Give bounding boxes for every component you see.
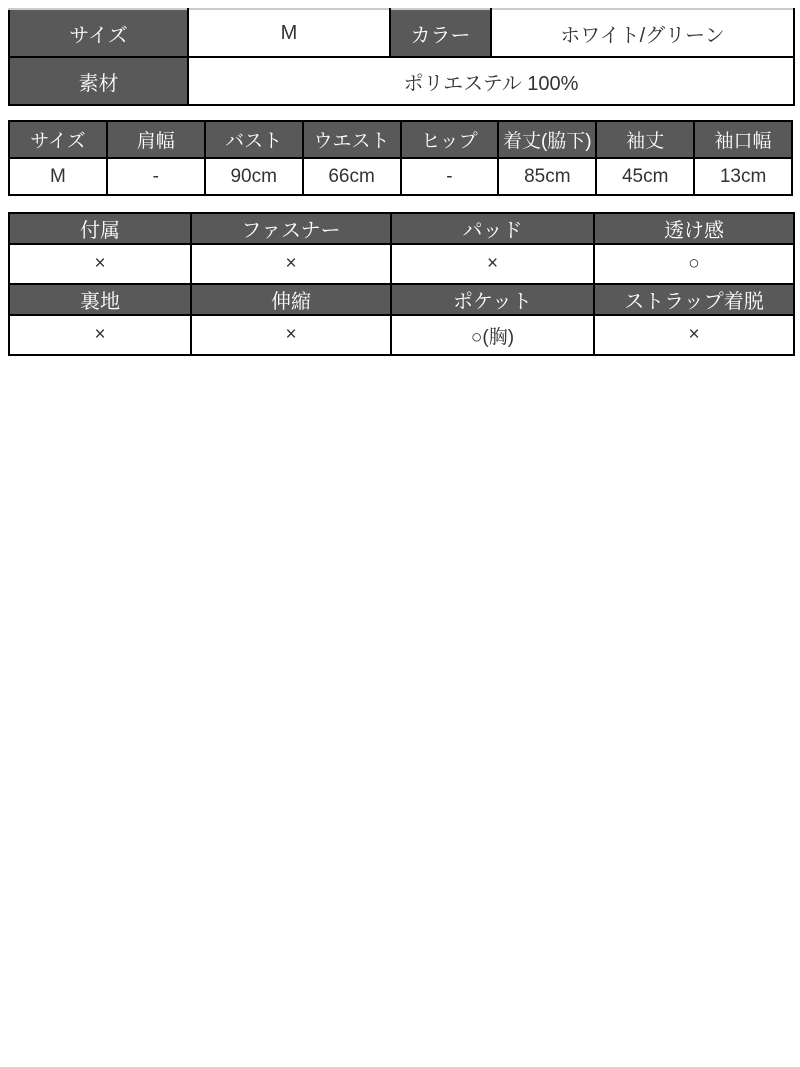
measurements-header-cell: 袖丈 <box>596 121 694 158</box>
info-row-size-color <box>9 9 794 57</box>
features-value-row-1 <box>9 244 794 284</box>
feature-label-cell: 伸縮 <box>191 284 391 315</box>
feature-value-cell: × <box>191 244 391 284</box>
info-row-material <box>9 57 794 105</box>
feature-label-cell: 付属 <box>9 213 191 244</box>
feature-value-cell: × <box>594 315 794 355</box>
measurements-header-cell: バスト <box>205 121 303 158</box>
measurements-header-cell: ウエスト <box>303 121 401 158</box>
size-value-cell: M <box>188 9 390 57</box>
feature-label-cell: 裏地 <box>9 284 191 315</box>
size-label-cell: サイズ <box>9 9 188 57</box>
measurement-value-cell: - <box>401 158 499 195</box>
measurement-value-cell: 90cm <box>205 158 303 195</box>
color-value-cell: ホワイト/グリーン <box>491 9 794 57</box>
measurements-value-row <box>9 158 792 195</box>
measurement-value-cell: M <box>9 158 107 195</box>
measurement-value-cell: 45cm <box>596 158 694 195</box>
measurements-header-cell: サイズ <box>9 121 107 158</box>
features-table <box>8 212 795 356</box>
measurements-header-cell: ヒップ <box>401 121 499 158</box>
feature-value-cell: × <box>9 315 191 355</box>
feature-label-cell: ファスナー <box>191 213 391 244</box>
measurement-value-cell: 85cm <box>498 158 596 195</box>
feature-value-cell: ○(胸) <box>391 315 594 355</box>
measurements-header-cell: 袖口幅 <box>694 121 792 158</box>
material-label-cell: 素材 <box>9 57 188 105</box>
measurement-value-cell: 13cm <box>694 158 792 195</box>
feature-value-cell: ○ <box>594 244 794 284</box>
color-label-cell: カラー <box>390 9 491 57</box>
feature-value-cell: × <box>9 244 191 284</box>
feature-label-cell: 透け感 <box>594 213 794 244</box>
features-header-row-1 <box>9 213 794 244</box>
measurements-table <box>8 120 793 196</box>
measurements-header-cell: 着丈(脇下) <box>498 121 596 158</box>
feature-label-cell: パッド <box>391 213 594 244</box>
measurements-header-row <box>9 121 792 158</box>
feature-label-cell: ポケット <box>391 284 594 315</box>
feature-label-cell: ストラップ着脱 <box>594 284 794 315</box>
features-value-row-2 <box>9 315 794 355</box>
measurements-header-cell: 肩幅 <box>107 121 205 158</box>
measurement-value-cell: - <box>107 158 205 195</box>
features-header-row-2 <box>9 284 794 315</box>
feature-value-cell: × <box>191 315 391 355</box>
product-info-table <box>8 8 795 106</box>
feature-value-cell: × <box>391 244 594 284</box>
measurement-value-cell: 66cm <box>303 158 401 195</box>
material-value-cell: ポリエステル 100% <box>188 57 794 105</box>
